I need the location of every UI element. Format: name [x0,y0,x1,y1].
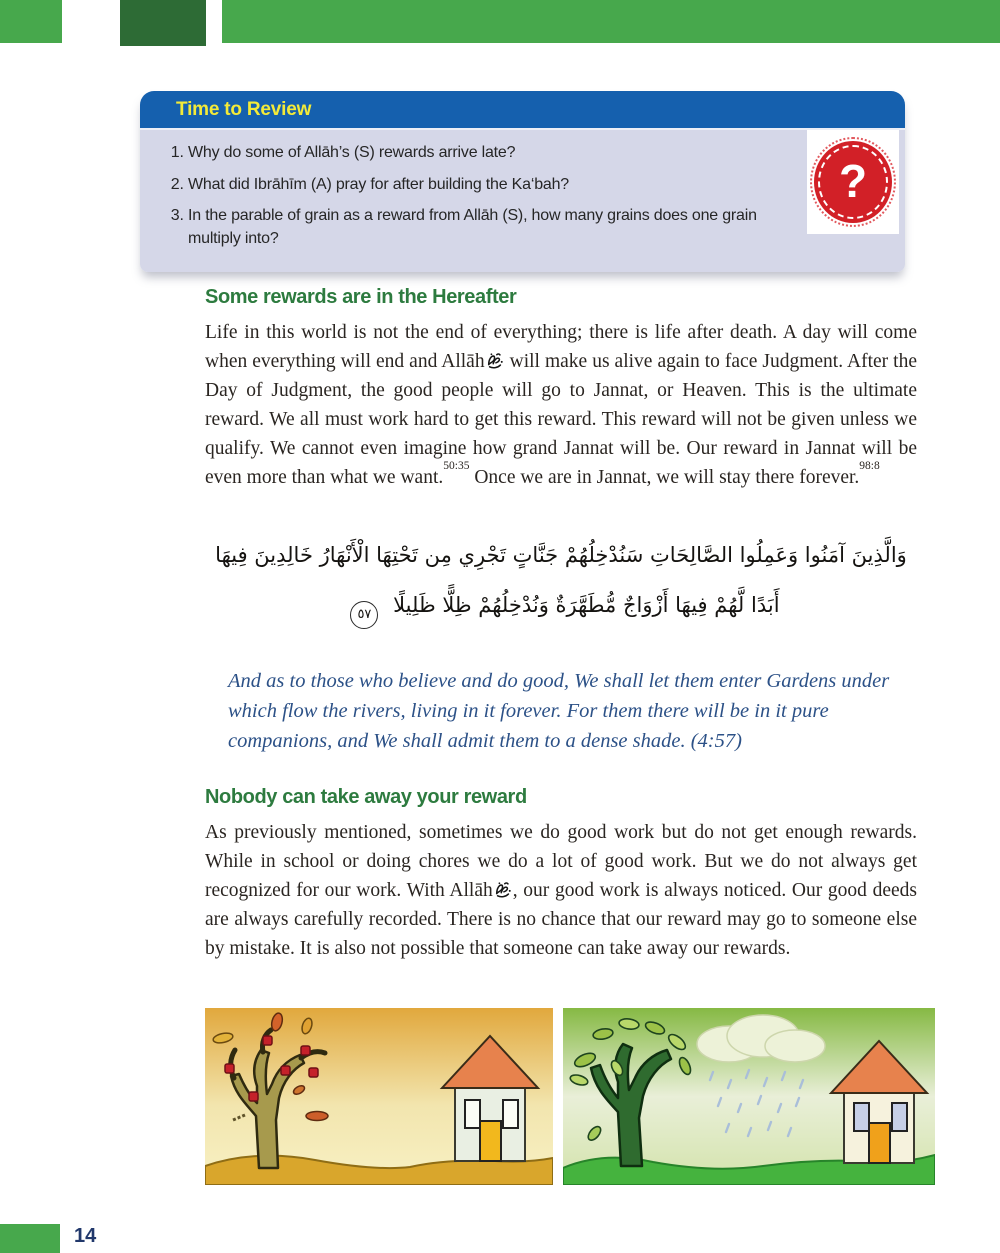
illustration-rain-scene [563,1008,935,1185]
allah-calligraphy-icon [486,351,504,371]
review-box-body [140,128,905,272]
illustration-dry-scene [205,1008,553,1185]
verse-ref-superscript: 50:35 [443,459,470,472]
review-box-header [140,91,905,128]
footer-green-bar [0,1224,60,1253]
review-box-title: Time to Review [176,98,312,120]
verse-ref-superscript: 98:8 [859,459,880,472]
review-question: 3. In the parable of grain as a reward from Allāh (S), how many grains does one grain multiply into? [188,205,768,250]
review-question: 2. What did Ibrāhīm (A) pray for after building the Ka‘bah? [188,174,768,197]
page-number: 14 [74,1225,97,1247]
top-bar-right [222,0,1000,43]
question-mark-icon: ? [814,141,892,223]
top-bar-left [0,0,62,43]
review-question: 1. Why do some of Allāh’s (S) rewards arrive late? [188,142,768,165]
ayah-number-badge: ٥٧ [350,601,378,629]
top-bar-dark-square [120,0,206,46]
verse-translation: And as to those who believe and do good, We shall let them enter Gardens under which flow the rivers, living in it forever. For them there will be in it pure companions, and We shall admit them to a dense shade. (4:57) [228,670,890,752]
section-heading-reward: Nobody can take away your reward [205,786,527,808]
paragraph-hereafter: Life in this world is not the end of everything; there is life after death. A day will come when everything will end and Allāh will make us alive again to face Judgment. After the Day of Judgment, the good people will go to Jannat, or Heaven. This is the ultimate reward. We all must work hard to get this reward. This reward will not be given unless we qualify. We cannot even imagine how grand Jannat will be. Our reward in Jannat will be even more than what we want.$^{50:35}$ Once we are in Jannat, we will stay there forever.$^{98:8}$ [205,322,917,488]
quran-verse-arabic: وَالَّذِينَ آمَنُوا وَعَمِلُوا الصَّالِحَاتِ سَنُدْخِلُهُمْ جَنَّاتٍ تَجْرِي مِن تَحْتِهَا الْأَنْهَارُ خَالِدِينَ فِيهَا أَبَدًا لَّهُمْ فِيهَا أَزْوَاجٌ مُّطَهَّرَةٌ وَنُدْخِلُهُمْ ظِلًّا ظَلِيلًا ٥٧ [205,530,917,630]
review-question-list [158,142,775,251]
allah-calligraphy-icon [494,880,512,900]
review-box [140,91,905,272]
paragraph-reward: As previously mentioned, sometimes we do good work but do not get enough rewards. While in school or doing chores we do a lot of good work. But we do not always get recognized for our work. With Allāh , our good work is always noticed. Our good deeds are always carefully recorded. There is no chance that our reward may go to someone else by mistake. It is also not possible that someone can take away our rewards. [205,822,917,959]
question-mark-badge [807,130,899,234]
section-heading-hereafter: Some rewards are in the Hereafter [205,286,517,308]
